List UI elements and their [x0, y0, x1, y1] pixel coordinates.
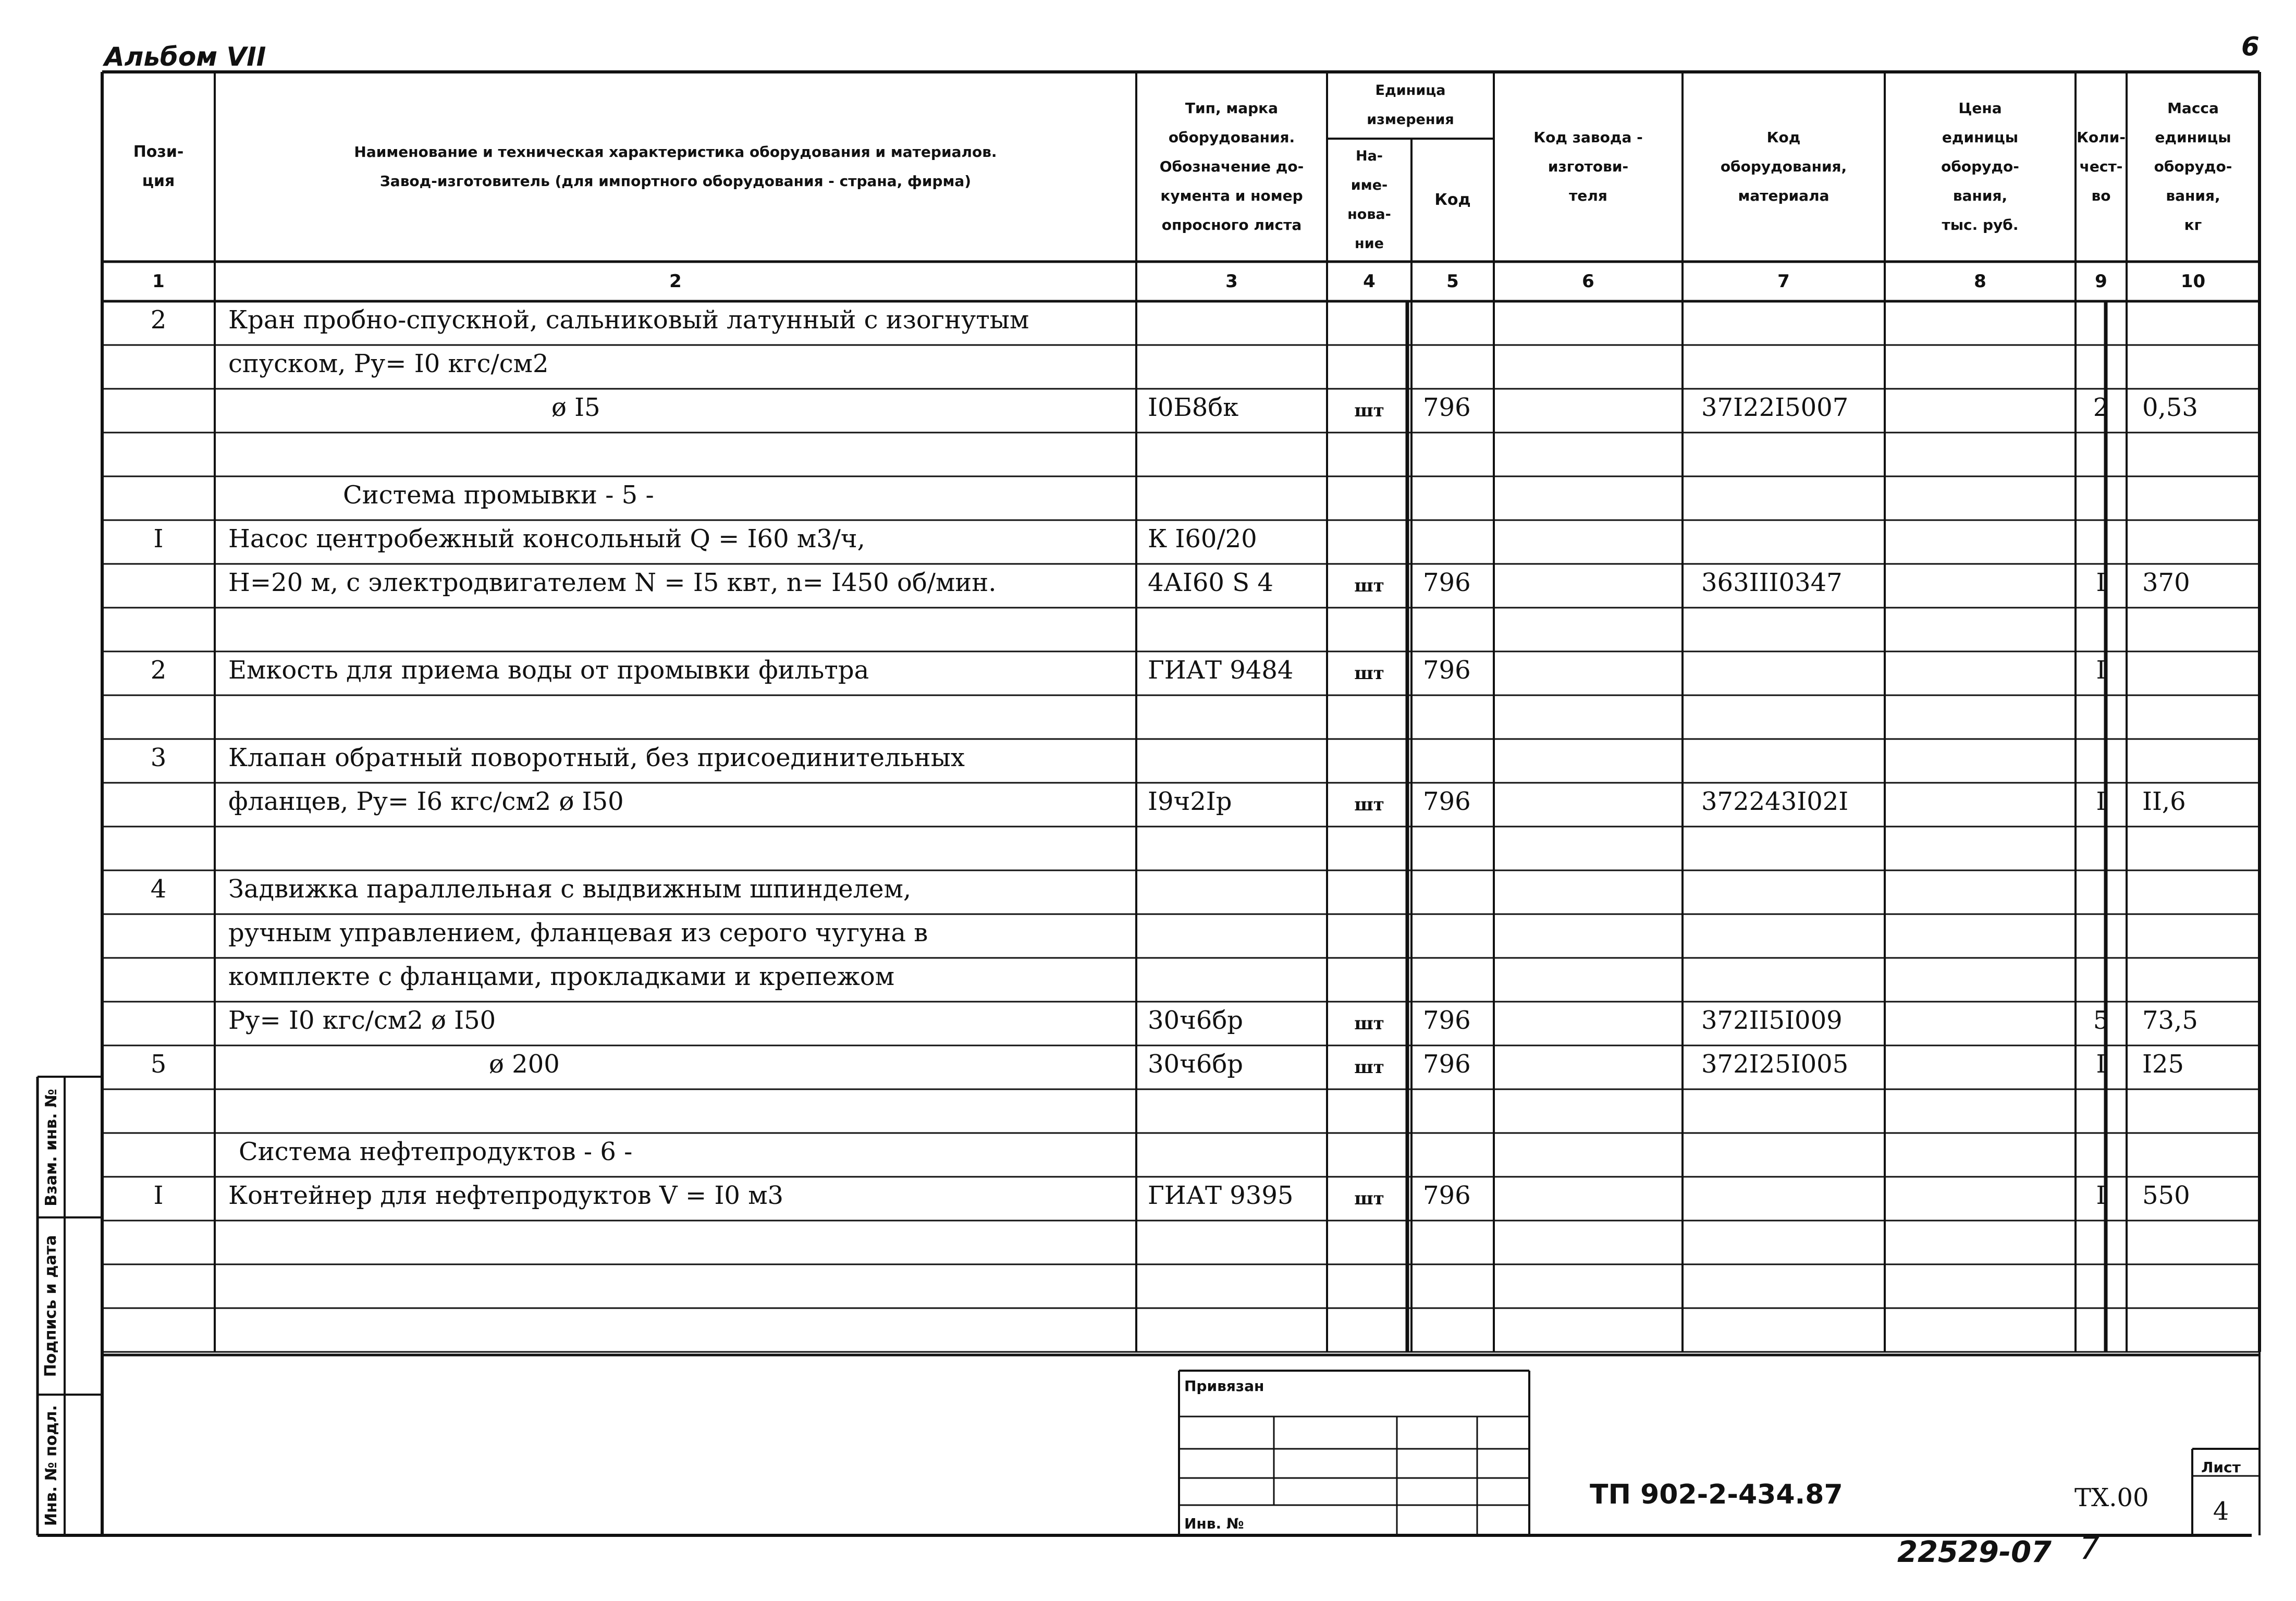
row-material-code: 37I22I5007 — [1701, 393, 1849, 422]
row-name: Клапан обратный поворотный, без присоединительных — [228, 743, 965, 772]
row-material-code: 372II5I009 — [1701, 1006, 1843, 1035]
row-type: 4АI60 S 4 — [1148, 568, 1273, 597]
row-name: Насос центробежный консольный Q = I60 м3/ч, — [228, 524, 865, 553]
row-unit: шт — [1354, 663, 1384, 684]
row-mass: 73,5 — [2142, 1006, 2198, 1035]
row-unit-code: 796 — [1423, 1006, 1471, 1035]
row-name: Задвижка параллельная с выдвижным шпинделем, — [228, 875, 912, 904]
stamp-inv-label: Инв. № — [1184, 1515, 1244, 1532]
row-name: фланцев, Ру= I6 кгс/см2 ø I50 — [228, 787, 624, 816]
row-quantity: 2 — [2093, 393, 2109, 422]
row-unit-code: 796 — [1423, 393, 1471, 422]
row-type: I9ч2Iр — [1148, 787, 1232, 816]
row-name: ø 200 — [489, 1050, 560, 1079]
row-quantity: I — [2096, 787, 2106, 816]
column-number: 10 — [2180, 271, 2206, 292]
side-strip-b — [38, 1217, 65, 1395]
row-material-code: 372I25I005 — [1701, 1050, 1849, 1079]
row-quantity: I — [2096, 1181, 2106, 1210]
header-price: Цена единицы оборудо- вания, тыс. руб. — [1941, 100, 2019, 233]
header-material-code: Код оборудования, материала — [1720, 129, 1847, 204]
row-position: 2 — [150, 656, 167, 685]
row-name: Кран пробно-спускной, сальниковый латунный с изогнутым — [228, 305, 1029, 335]
row-position: 2 — [150, 305, 167, 335]
header-position: Пози- ция — [133, 143, 184, 190]
header-factory-code: Код завода - изготови- теля — [1533, 129, 1643, 204]
side-strip-a — [38, 1077, 65, 1217]
header-unit-name: На- име- нова- ние — [1347, 148, 1391, 252]
side-strip-c — [38, 1395, 65, 1535]
row-mass: II,6 — [2142, 787, 2186, 816]
row-mass: 550 — [2142, 1181, 2190, 1210]
side-label-signature-date: Подпись и дата — [42, 1235, 60, 1377]
header-name: Наименование и техническая характеристика оборудования и материалов. Завод-изготовитель (для импортного оборудования - страна, фирма) — [354, 143, 997, 190]
sheet-number: 4 — [2213, 1497, 2229, 1526]
row-name: Система промывки - 5 - — [343, 481, 654, 510]
row-unit: шт — [1354, 1057, 1384, 1078]
header-quantity: Коли- чест- во — [2077, 129, 2126, 204]
page-number: 6 — [2241, 31, 2260, 61]
row-quantity: I — [2096, 656, 2106, 685]
row-name: Н=20 м, с электродвигателем N = I5 квт, n= I450 об/мин. — [228, 568, 997, 597]
column-number: 7 — [1777, 271, 1790, 292]
row-name: спуском, Ру= I0 кгс/см2 — [228, 349, 549, 378]
column-number: 1 — [152, 271, 165, 292]
column-number: 2 — [669, 271, 682, 292]
row-type: 30ч6бр — [1148, 1006, 1243, 1035]
column-number: 9 — [2095, 271, 2107, 292]
row-unit-code: 796 — [1423, 787, 1471, 816]
side-label-orig-inv: Инв. № подл. — [42, 1405, 60, 1526]
row-unit: шт — [1354, 794, 1384, 815]
row-type: I0Б8бк — [1148, 393, 1239, 422]
row-material-code: 372243I02I — [1701, 787, 1849, 816]
album-label: Альбом VII — [104, 42, 266, 72]
row-unit: шт — [1354, 575, 1384, 596]
row-position: 3 — [150, 743, 167, 772]
column-number: 8 — [1974, 271, 1986, 292]
row-position: 4 — [150, 875, 167, 904]
row-unit-code: 796 — [1423, 656, 1471, 685]
row-position: 5 — [150, 1050, 167, 1079]
row-name: ручным управлением, фланцевая из серого чугуна в — [228, 918, 928, 947]
row-unit-code: 796 — [1423, 568, 1471, 597]
row-position: I — [153, 524, 164, 553]
archive-page: 7 — [2080, 1530, 2100, 1567]
header-unit-code: Код — [1434, 191, 1471, 209]
row-type: К I60/20 — [1148, 524, 1257, 553]
header-unit-group: Единица измерения — [1367, 82, 1454, 128]
row-type: ГИАТ 9395 — [1148, 1181, 1294, 1210]
column-number: 4 — [1363, 271, 1376, 292]
row-type: 30ч6бр — [1148, 1050, 1243, 1079]
row-unit: шт — [1354, 1013, 1384, 1034]
row-quantity: I — [2096, 568, 2106, 597]
archive-number: 22529-07 — [1897, 1535, 2052, 1569]
document-code: ТП 902-2-434.87 — [1590, 1479, 1843, 1510]
header-type: Тип, марка оборудования. Обозначение до- кумента и номер опросного листа — [1159, 100, 1304, 233]
row-material-code: 363III0347 — [1701, 568, 1843, 597]
row-position: I — [153, 1181, 164, 1210]
column-number: 6 — [1582, 271, 1594, 292]
column-number: 3 — [1225, 271, 1238, 292]
row-name: комплекте с фланцами, прокладками и крепежом — [228, 962, 895, 991]
row-mass: I25 — [2142, 1050, 2184, 1079]
row-name: Контейнер для нефтепродуктов V = I0 м3 — [228, 1181, 784, 1210]
row-unit-code: 796 — [1423, 1181, 1471, 1210]
side-label-replace-inv: Взам. инв. № — [42, 1089, 60, 1206]
row-name: Емкость для приема воды от промывки фильтра — [228, 656, 869, 685]
sheet-code: ТХ.00 — [2074, 1483, 2149, 1512]
sheet-label: Лист — [2201, 1459, 2241, 1476]
column-number: 5 — [1446, 271, 1459, 292]
stamp-tied-label: Привязан — [1184, 1377, 1264, 1395]
row-unit: шт — [1354, 1188, 1384, 1209]
row-mass: 370 — [2142, 568, 2190, 597]
row-name: ø I5 — [551, 393, 600, 422]
row-name: Система нефтепродуктов - 6 - — [239, 1137, 633, 1166]
row-unit-code: 796 — [1423, 1050, 1471, 1079]
row-type: ГИАТ 9484 — [1148, 656, 1294, 685]
row-name: Ру= I0 кгс/см2 ø I50 — [228, 1006, 496, 1035]
row-mass: 0,53 — [2142, 393, 2198, 422]
row-unit: шт — [1354, 400, 1384, 421]
row-quantity: I — [2096, 1050, 2106, 1079]
row-quantity: 5 — [2093, 1006, 2109, 1035]
header-mass: Масса единицы оборудо- вания, кг — [2154, 100, 2232, 233]
